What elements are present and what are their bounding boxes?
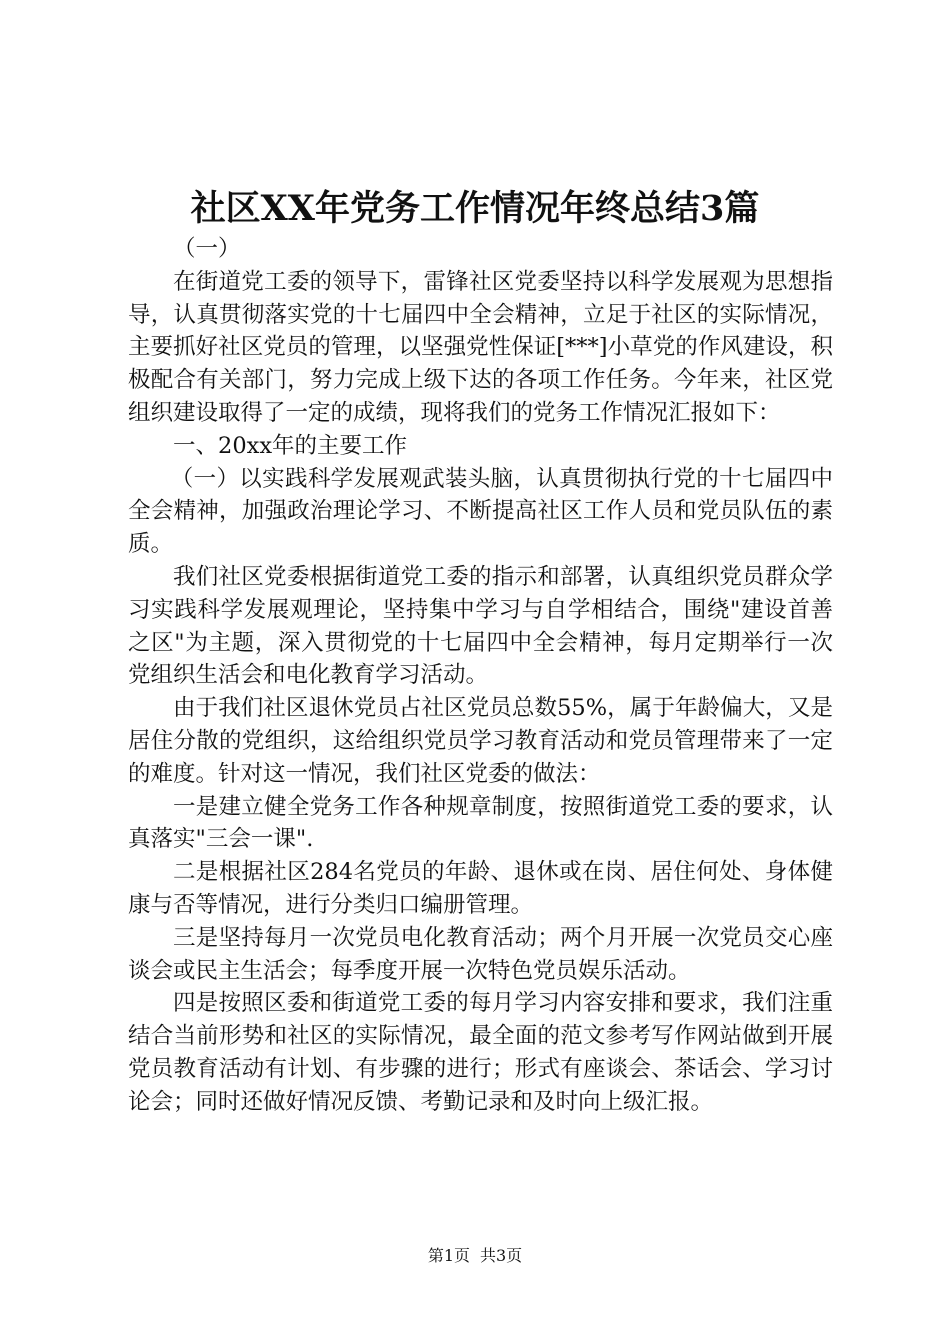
paragraph: 三是坚持每月一次党员电化教育活动；两个月开展一次党员交心座谈会或民主生活会；每季度开展一次特色党员娱乐活动。 bbox=[128, 924, 833, 984]
paragraph: 四是按照区委和街道党工委的每月学习内容安排和要求，我们注重结合当前形势和社区的实际情况，最全面的范文参考写作网站做到开展党员教育活动有计划、有步骤的进行；形式有座谈会、茶话会、学习讨论会；同时还做好情况反馈、考勤记录和及时向上级汇报。 bbox=[128, 990, 833, 1115]
paragraph: 我们社区党委根据街道党工委的指示和部署，认真组织党员群众学习实践科学发展观理论，坚持集中学习与自学相结合，围绕"建设首善之区"为主题，深入贯彻党的十七届四中全会精神，每月定期举行一次党组织生活会和电化教育学习活动。 bbox=[128, 563, 833, 689]
page-number: 第1页 bbox=[427, 1246, 470, 1265]
paragraph: 由于我们社区退休党员占社区党员总数55%，属于年龄偏大，又是居住分散的党组织，这给组织党员学习教育活动和党员管理带来了一定的难度。针对这一情况，我们社区党委的做法： bbox=[128, 695, 833, 787]
page-total: 共3页 bbox=[480, 1246, 523, 1265]
paragraph: 二是根据社区284名党员的年龄、退休或在岗、居住何处、身体健康与否等情况，进行分类归口编册管理。 bbox=[128, 859, 833, 918]
document-title: 社区XX年党务工作情况年终总结3篇 bbox=[190, 188, 760, 229]
section-marker: （一） bbox=[173, 236, 241, 262]
page-footer bbox=[0, 1244, 950, 1268]
subsection-heading: （一）以实践科学发展观武装头脑，认真贯彻执行党的十七届四中全会精神，加强政治理论学习、不断提高社区工作人员和党员队伍的素质。 bbox=[128, 465, 833, 558]
document-body bbox=[128, 233, 833, 1119]
paragraph: 一是建立健全党务工作各种规章制度，按照街道党工委的要求，认真落实"三会一课". bbox=[128, 793, 833, 853]
section-heading: 一、20xx年的主要工作 bbox=[173, 432, 408, 459]
paragraph: 在街道党工委的领导下，雷锋社区党委坚持以科学发展观为思想指导，认真贯彻落实党的十七届四中全会精神，立足于社区的实际情况，主要抓好社区党员的管理，以坚强党性保证[***]小草党的作风建设，积极配合有关部门，努力完成上级下达的各项工作任务。今年来，社区党组织建设取得了一定的成绩，现将我们的党务工作情况汇报如下： bbox=[128, 268, 833, 426]
